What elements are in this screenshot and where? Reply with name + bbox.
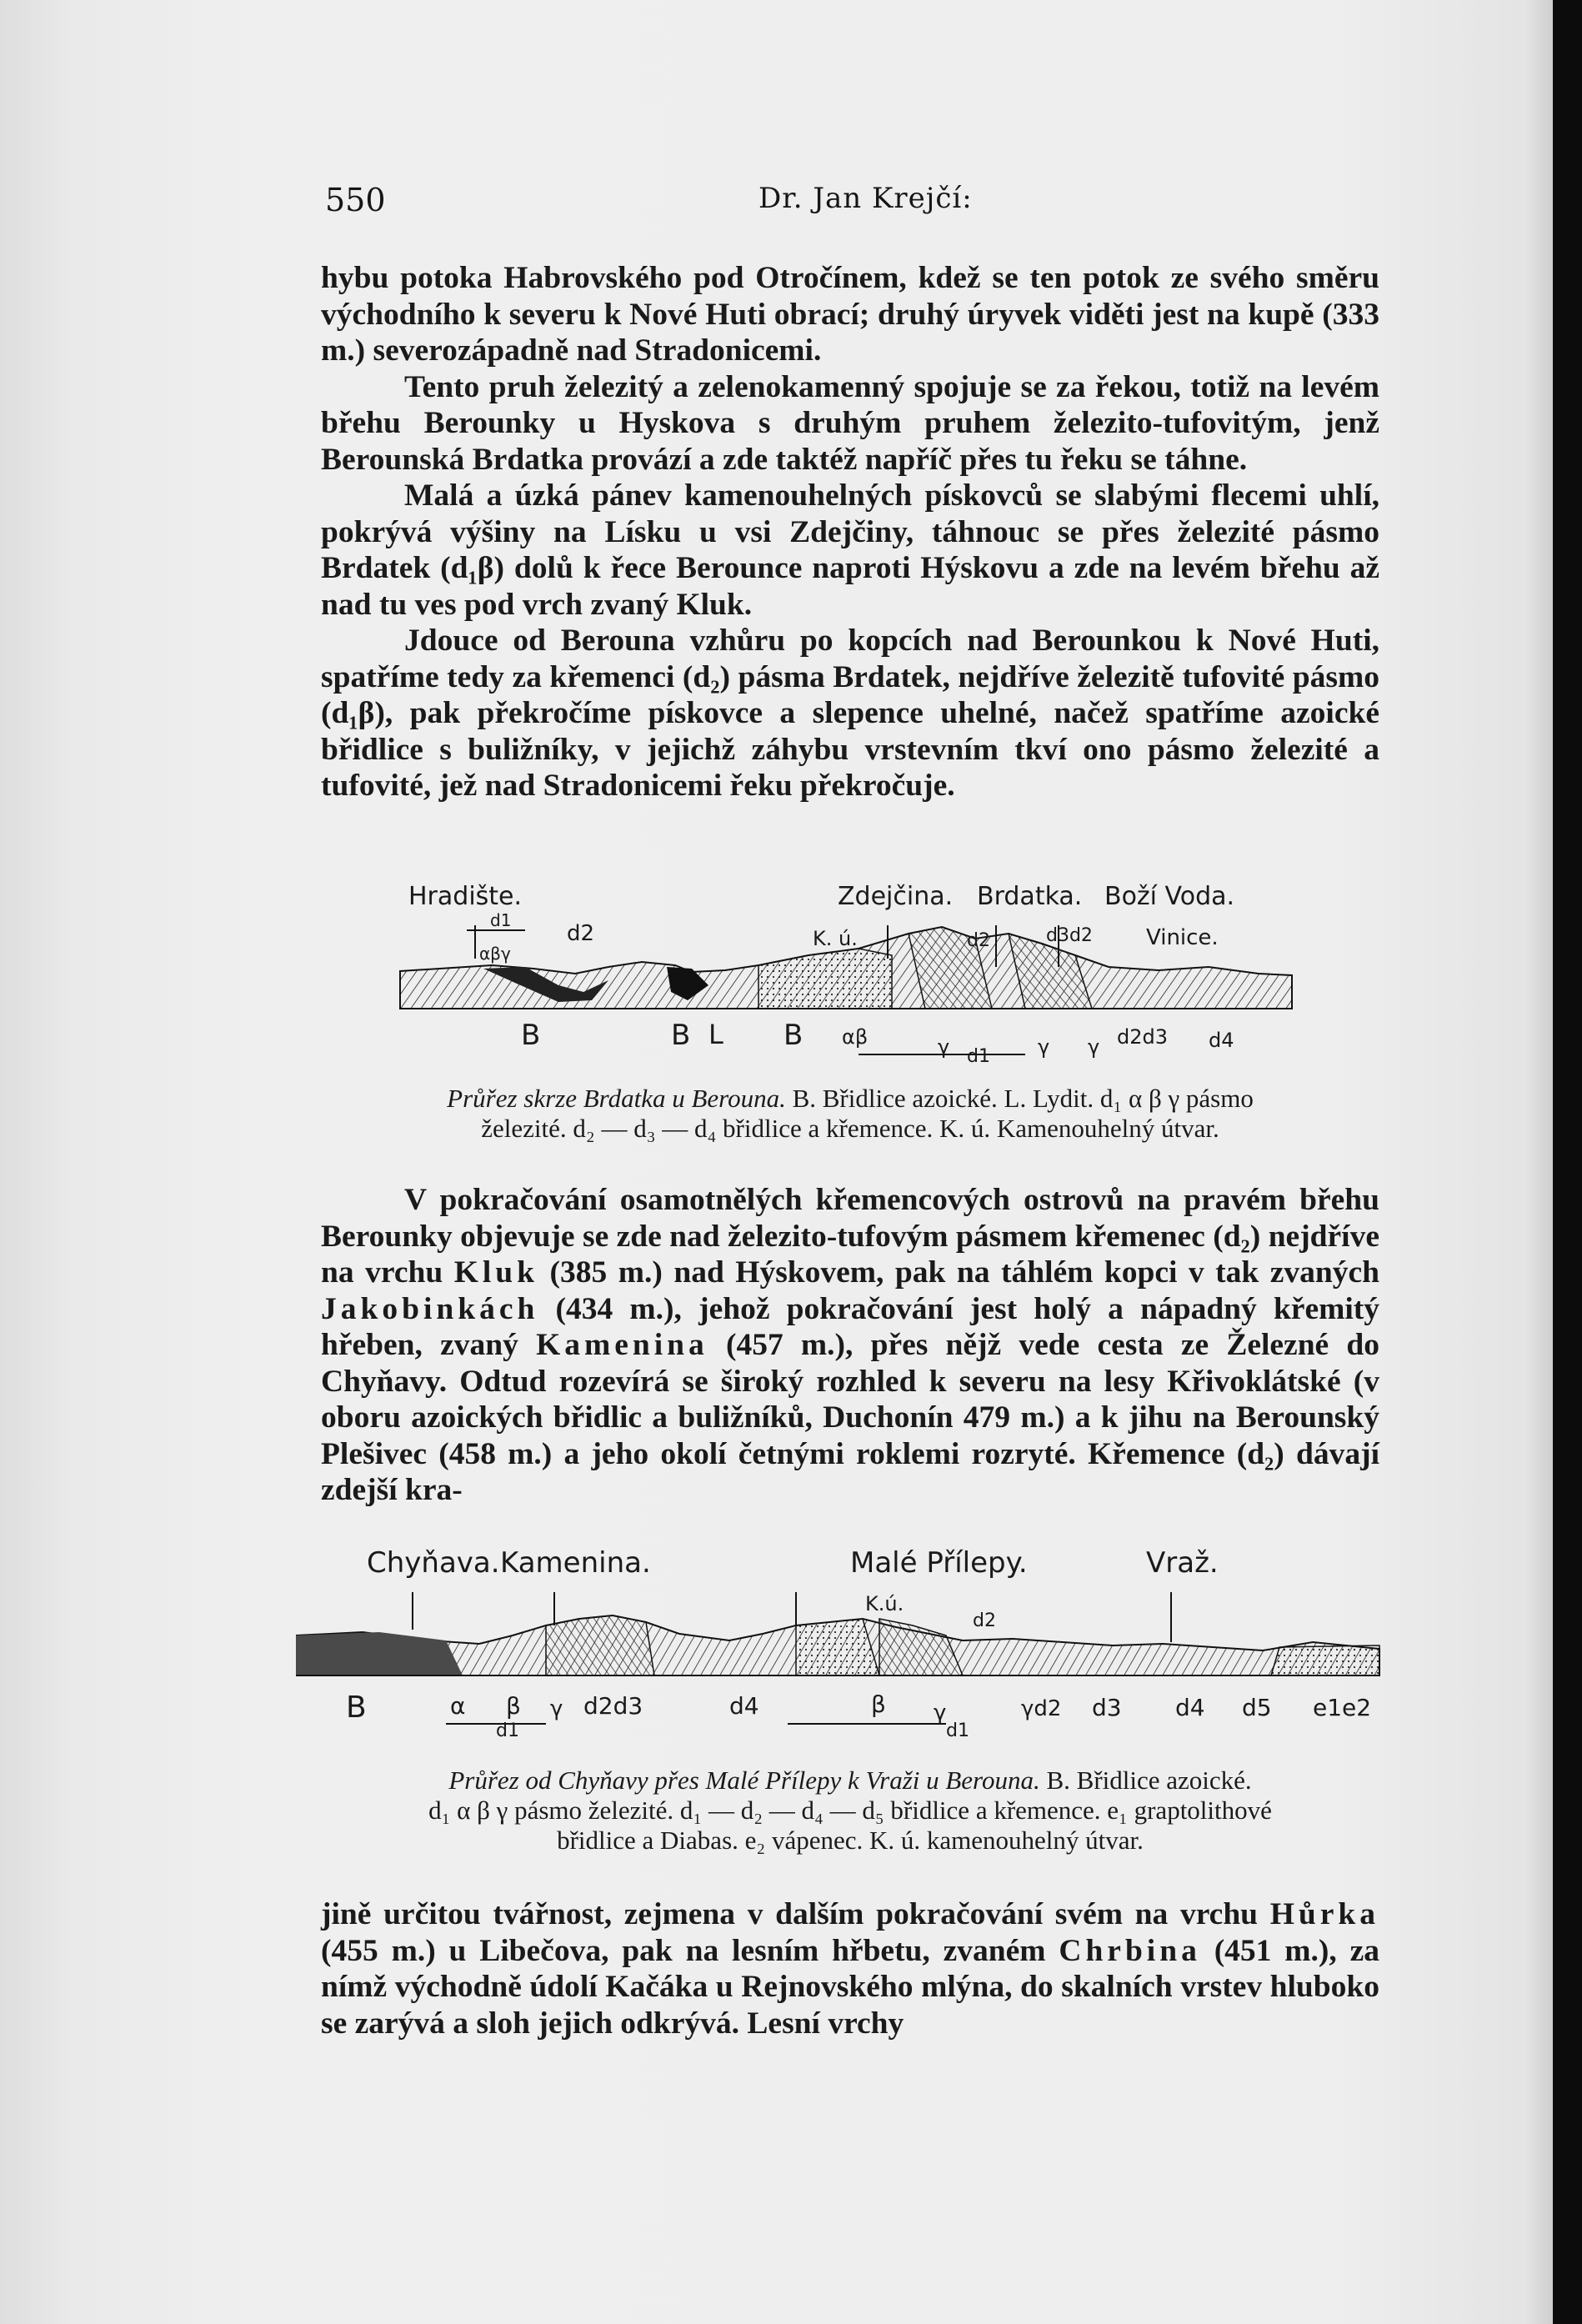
paragraph-5-d: (457 m.), přes nějž vede cesta ze Železné do Chyňavy. Odtud rozevírá se široký rozhled k severu na lesy Křivoklátské (v oboru azoických břidlic a buližníků, Duchonín 479 m.) a k jihu na Berounský Plešivec (458 m.) a jeho okolí četnými roklemi rozryté. Křemence (d₂) dávají zdejší kra- [321, 1328, 1380, 1507]
label-d3-2: d3 [1092, 1694, 1122, 1721]
place-jakobinkach: Jakobinkách [321, 1291, 539, 1326]
label-hradiste: Hradište. [408, 882, 523, 911]
caption-2-title: Průřez od Chyňavy přes Malé Přílepy k Vraži u Berouna. [448, 1766, 1040, 1795]
page-edge-shadow [1553, 0, 1582, 2324]
paragraph-5-b: (385 m.) nad Hýskovem, pak na táhlém kopci v tak zvaných [538, 1255, 1379, 1290]
label-d1: d1 [490, 910, 512, 930]
caption-1-text-b: železité. d₂ — d₃ — d₄ břidlice a křemence. K. ú. Kamenouhelný útvar. [481, 1114, 1219, 1143]
figure-1-caption [308, 1084, 1392, 1144]
label-B3: B [783, 1019, 804, 1052]
paragraph-6-b: (455 m.) u Libečova, pak na lesním hřbetu, zvaném [321, 1933, 1059, 1968]
label-vinice: Vinice. [1146, 925, 1219, 950]
paragraph-2: Tento pruh železitý a zelenokamenný spojuje se za řekou, totiž na levém břehu Berounky u Hyskova s druhým pruhem železito-tufovitým, jenž Berounská Brdatka provází a zde taktéž napříč přes tu řeku se táhne. [321, 369, 1379, 477]
running-head: Dr. Jan Krejčí: [758, 182, 973, 215]
figure-2-caption [308, 1766, 1392, 1856]
label-beta-2b: β [871, 1690, 886, 1718]
caption-1-text-a: B. Břidlice azoické. L. Lydit. d₁ α β γ pásmo [785, 1084, 1254, 1113]
caption-2-text-b: d₁ α β γ pásmo železité. d₁ — d₂ — d₄ — d₅ břidlice a křemence. e₁ graptolithové [428, 1796, 1272, 1825]
label-bozi-voda: Boží Voda. [1104, 882, 1235, 911]
label-k-u-2: K.ú. [865, 1592, 904, 1615]
cross-section-figure-2 [296, 1542, 1388, 1759]
label-B2: B [671, 1019, 691, 1052]
body-text-bottom [321, 1896, 1379, 2041]
place-kluk: Kluk [453, 1255, 538, 1290]
label-alpha-2: α [450, 1692, 466, 1720]
label-brdatka: Brdatka. [977, 882, 1083, 911]
label-d1-bottom: d1 [967, 1046, 990, 1067]
label-d4-2b: d4 [1175, 1694, 1205, 1721]
page-number: 550 [325, 182, 386, 218]
paragraph-5 [321, 1182, 1379, 1509]
body-text-top [321, 260, 1379, 804]
label-gamma-3: γ [1088, 1035, 1100, 1059]
paragraph-5-c: (434 m.), jehož pokračování jest holý a nápadný křemitý hřeben, zvaný [321, 1291, 1379, 1362]
body-text-middle [321, 1182, 1379, 1509]
cross-section-figure-1 [392, 875, 1309, 1075]
label-d2d3-2: d2d3 [583, 1692, 643, 1720]
caption-2-text-a: B. Břidlice azoické. [1039, 1766, 1252, 1795]
paragraph-6-c: (451 m.), za nímž východně údolí Kačáka u Rejnovského mlýna, do skalních vrstev hluboko se zarývá a sloh jejich odkrývá. Lesní vrchy [321, 1933, 1379, 2041]
label-chynava: Chyňava. [367, 1546, 500, 1580]
label-d2-mid: d2 [967, 930, 990, 951]
label-d2-top: d2 [973, 1610, 996, 1631]
label-male-prilepy: Malé Přílepy. [850, 1546, 1028, 1580]
place-chrbina: Chrbina [1059, 1933, 1201, 1968]
label-gamma-d2: γd2 [1021, 1696, 1062, 1721]
paragraph-6-a: jině určitou tvářnost, zejmena v dalším pokračování svém na vrchu [321, 1897, 1270, 1931]
label-gamma-1: γ [938, 1035, 950, 1059]
label-d4-2: d4 [729, 1692, 759, 1720]
label-vraz: Vraž. [1146, 1546, 1219, 1580]
label-alpha-beta-gamma: αβγ [479, 944, 511, 964]
label-d5: d5 [1242, 1694, 1272, 1721]
label-d4: d4 [1209, 1029, 1234, 1052]
label-e1e2: e1e2 [1313, 1694, 1372, 1721]
section-2-strata [296, 1615, 1379, 1675]
paragraph-5-a: V pokračování osamotnělých křemencových ostrovů na pravém břehu Berounky objevuje se zde nad železito-tufovým pásmem křemenec (d₂) nejdříve na vrchu [321, 1183, 1379, 1290]
paragraph-3: Malá a úzká pánev kamenouhelných pískovců se slabými flecemi uhlí, pokrývá výšiny na Lísku u vsi Zdejčiny, táhnouc se přes železité pásmo Brdatek (d₁β) dolů k řece Berounce naproti Hýskovu a zde na levém břehu až nad tu ves pod vrch zvaný Kluk. [321, 478, 1379, 622]
label-d2-left: d2 [567, 921, 595, 946]
label-alpha-beta: αβ [842, 1025, 869, 1049]
label-L: L [708, 1019, 723, 1050]
label-beta-2: β [506, 1692, 521, 1720]
label-d2d3: d2d3 [1117, 1025, 1169, 1049]
paragraph-4: Jdouce od Berouna vzhůru po kopcích nad Berounkou k Nové Huti, spatříme tedy za křemenci (d₂) pásma Brdatek, nejdříve železitě tufovité pásmo (d₁β), pak překročíme pískovce a slepence uhelné, načež spatříme azoické břidlice s buližníky, v jejichž záhybu vrstevním tkví ono pásmo železité a tufovité, jež nad Stradonicemi řeku překročuje. [321, 624, 1379, 803]
label-d1-left: d1 [496, 1720, 519, 1741]
page-header [325, 175, 1392, 225]
label-B1: B [521, 1019, 541, 1052]
label-gamma-2: γ [1038, 1035, 1050, 1059]
place-kamenina: Kamenina [536, 1328, 708, 1362]
label-d1-mid: d1 [946, 1720, 969, 1741]
label-zdejcina: Zdejčina. [838, 882, 954, 911]
caption-2-text-c: břidlice a Diabas. e₂ vápenec. K. ú. kamenouhelný útvar. [557, 1826, 1144, 1855]
label-B-2: B [346, 1690, 367, 1725]
label-k-u: K. ú. [813, 927, 858, 950]
label-gamma-2b: γ [934, 1700, 947, 1725]
paragraph-1: hybu potoka Habrovského pod Otročínem, kdež se ten potok ze svého směru východního k severu k Nové Huti obrací; druhý úryvek viděti jest na kupě (333 m.) severozápadně nad Stradonicemi. [321, 261, 1379, 368]
place-hurka: Hůrka [1269, 1897, 1379, 1931]
label-kamenina: Kamenina. [500, 1546, 651, 1580]
caption-1-title: Průřez skrze Brdatka u Berouna. [447, 1084, 786, 1113]
paragraph-6 [321, 1896, 1379, 2041]
label-d3d2: d3d2 [1046, 925, 1093, 946]
label-gamma-2a: γ [550, 1696, 563, 1721]
